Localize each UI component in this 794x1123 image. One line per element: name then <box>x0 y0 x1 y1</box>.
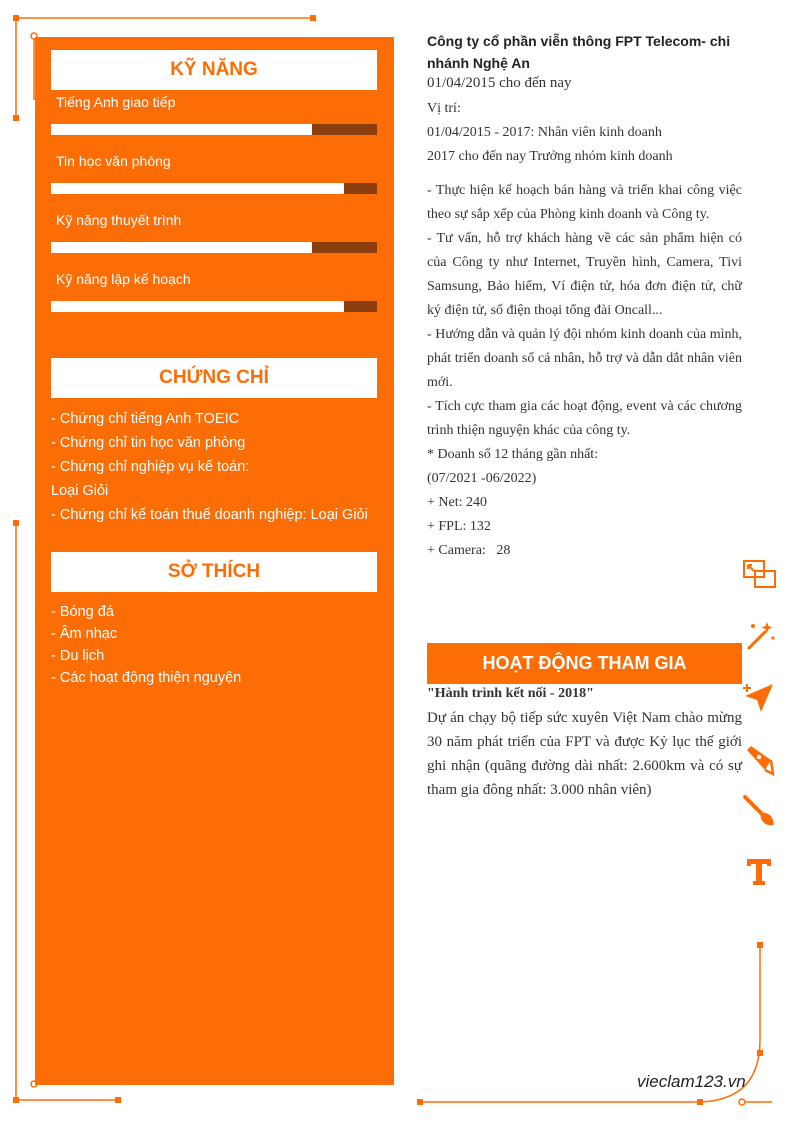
skill-label: Kỹ năng thuyết trình <box>56 212 182 228</box>
skill-bar-remainder <box>344 301 377 312</box>
duty-item: - Tư vấn, hỗ trợ khách hàng về các sản phẩm hiện có của Công ty như Internet, Truyền hình, Camera, Tivi Samsung, Bảo hiểm, Ví điện tử, hóa đơn điện tử, chữ ký điện tử, số điện thoại tổng đài Oncall... <box>427 231 742 318</box>
resize-icon[interactable] <box>741 557 777 593</box>
activity-description: Dự án chạy bộ tiếp sức xuyên Việt Nam chào mừng 30 năm phát triển của FPT và được Kỷ lục thế giới ghi nhận (quãng đường dài nhất: 2.600km và có sự tham gia đông nhất: 3.000 nhân viên) <box>427 710 742 798</box>
hobbies-heading: SỞ THÍCH <box>51 552 377 592</box>
skill-bar-remainder <box>312 124 377 135</box>
duty-item: - Tích cực tham gia các hoạt động, event và các chương trình thiện nguyện khác của công ty. <box>427 399 742 438</box>
skills-heading: KỸ NĂNG <box>51 50 377 90</box>
magic-wand-icon[interactable] <box>741 618 777 654</box>
sales-heading: * Doanh số 12 tháng gần nhất: <box>427 447 599 462</box>
brush-icon[interactable] <box>741 793 777 829</box>
skill-bar-remainder <box>312 242 377 253</box>
duty-item: - Thực hiện kế hoạch bán hàng và triển khai công việc theo sự sắp xếp của Phòng kinh doanh và Công ty. <box>427 183 742 222</box>
skill-bar <box>51 242 377 253</box>
cert-line: - Chứng chỉ nghiệp vụ kế toán: <box>51 459 250 475</box>
cert-line: Loại Giỏi <box>51 483 109 499</box>
sales-item: + Camera: 28 <box>427 543 511 558</box>
role-line: 2017 cho đến nay Trưởng nhóm kinh doanh <box>427 149 673 164</box>
hobby-line: - Âm nhạc <box>51 626 118 642</box>
certs-heading: CHỨNG CHỈ <box>51 358 377 398</box>
activities-heading: HOẠT ĐỘNG THAM GIA <box>427 643 742 684</box>
text-icon[interactable] <box>741 853 777 889</box>
send-icon[interactable] <box>741 680 777 716</box>
skill-label: Tin học văn phòng <box>56 153 171 169</box>
employment-period: 01/04/2015 cho đến nay <box>427 75 572 91</box>
activity-title: "Hành trình kết nối - 2018" <box>427 686 594 701</box>
role-line: 01/04/2015 - 2017: Nhân viên kinh doanh <box>427 125 662 140</box>
sidebar <box>35 37 394 1085</box>
skill-bar <box>51 183 377 194</box>
pen-nib-icon[interactable] <box>741 740 777 776</box>
company-name: Công ty cổ phần viễn thông FPT Telecom- chi nhánh Nghệ An <box>427 33 731 71</box>
skill-bar <box>51 124 377 135</box>
hobby-line: - Du lịch <box>51 648 105 664</box>
skill-label: Tiếng Anh giao tiếp <box>56 94 176 110</box>
sales-item: + Net: 240 <box>427 495 487 510</box>
hobby-line: - Bóng đá <box>51 604 114 620</box>
hobby-line: - Các hoạt động thiện nguyện <box>51 670 242 686</box>
duty-item: - Hướng dẫn và quản lý đội nhóm kinh doanh của mình, phát triển doanh số cá nhân, hỗ trợ và dẫn dắt nhân viên mới. <box>427 327 742 390</box>
skill-label: Kỹ năng lập kế hoạch <box>56 271 191 287</box>
skill-bar-remainder <box>344 183 377 194</box>
skill-bar <box>51 301 377 312</box>
position-label: Vị trí: <box>427 101 461 116</box>
sales-period: (07/2021 -06/2022) <box>427 471 537 486</box>
brand-watermark: vieclam123.vn <box>637 1072 746 1091</box>
duties-list <box>427 179 742 563</box>
cert-line: - Chứng chỉ tin học văn phòng <box>51 435 246 451</box>
sales-item: + FPL: 132 <box>427 519 491 534</box>
cert-line: - Chứng chỉ kế toán thuế doanh nghiệp: Loại Giỏi <box>51 507 368 523</box>
cert-line: - Chứng chỉ tiếng Anh TOEIC <box>51 411 240 427</box>
